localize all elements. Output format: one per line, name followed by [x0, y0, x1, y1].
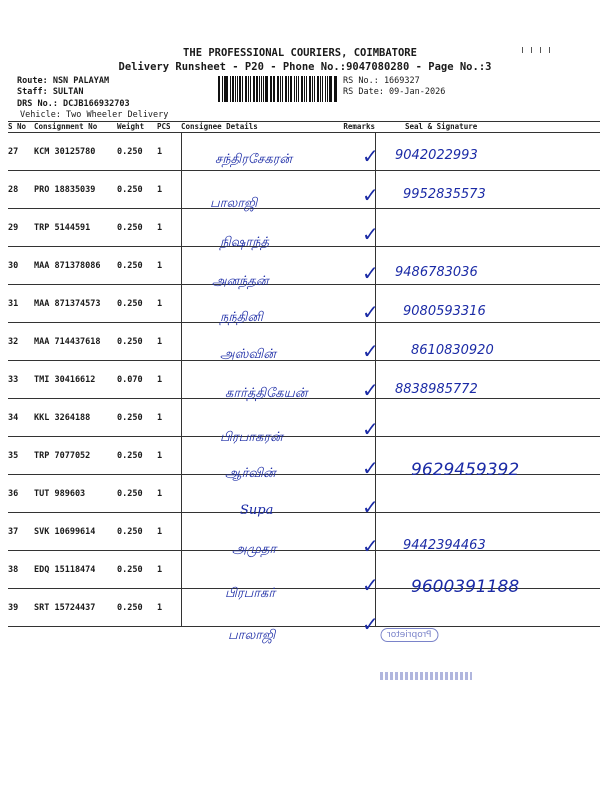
barcode-bar [334, 76, 335, 102]
row-consignment: PRO 18835039 [34, 171, 117, 209]
table-row [8, 133, 600, 171]
runsheet-subtitle: Delivery Runsheet - P20 - Phone No.:9047080280 - Page No.:3 [118, 61, 492, 73]
barcode-bar [335, 76, 337, 102]
recipient-phone-handwriting: 9629459392 [411, 460, 520, 480]
col-pcs: PCS [157, 122, 181, 133]
row-weight: 0.250 [117, 247, 157, 285]
delivery-tick-mark: ✓ [362, 495, 379, 519]
drs-label: DRS No.: DCJB166932703 [17, 99, 130, 109]
route-label: Route: NSN PALAYAM [17, 76, 110, 86]
barcode-bar [329, 76, 332, 102]
row-weight: 0.250 [117, 475, 157, 513]
consignee-handwriting: ஆர்வின் [225, 466, 276, 481]
barcode-bar [314, 76, 315, 102]
staff-label: Staff: SULTAN [17, 87, 84, 97]
col-signature: Seal & Signature [375, 122, 600, 133]
barcode-bar [253, 76, 255, 102]
barcode-bar [248, 76, 249, 102]
row-pcs: 1 [157, 589, 181, 627]
barcode-bar [263, 76, 264, 102]
consignee-handwriting: Supa [240, 503, 274, 518]
row-consignment: MAA 714437618 [34, 323, 117, 361]
row-pcs: 1 [157, 513, 181, 551]
table-row [8, 209, 600, 247]
barcode-bar [224, 76, 225, 102]
row-sno: 35 [8, 437, 34, 475]
consignee-handwriting: பாலாஜி [228, 628, 276, 643]
row-sno: 34 [8, 399, 34, 437]
recipient-phone-handwriting: 9442394463 [403, 538, 486, 553]
row-weight: 0.250 [117, 551, 157, 589]
row-consignment: EDQ 15118474 [34, 551, 117, 589]
barcode-bar [230, 76, 231, 102]
consignee-handwriting: பிரபாகரன் [220, 430, 283, 445]
row-signature-cell [375, 475, 600, 513]
barcode-bar [298, 76, 300, 102]
delivery-tick-mark: ✓ [362, 456, 379, 480]
col-consignee: Consignee Details [181, 122, 325, 133]
barcode [218, 76, 338, 102]
barcode-bar [250, 76, 251, 102]
recipient-phone-handwriting: 9080593316 [403, 304, 486, 319]
row-consignment: MAA 871374573 [34, 285, 117, 323]
row-consignment: TMI 30416612 [34, 361, 117, 399]
col-weight: Weight [117, 122, 157, 133]
barcode-bar [320, 76, 321, 102]
row-pcs: 1 [157, 361, 181, 399]
consignee-handwriting: நிஷாந்த் [220, 235, 269, 250]
recipient-phone-handwriting: 8610830920 [411, 343, 494, 358]
row-sno: 28 [8, 171, 34, 209]
barcode-bar [261, 76, 262, 102]
row-sno: 37 [8, 513, 34, 551]
barcode-bar [294, 76, 295, 102]
consignee-handwriting: கார்த்திகேயன் [225, 386, 308, 401]
barcode-bar [325, 76, 326, 102]
col-consignment: Consignment No [34, 122, 117, 133]
barcode-bar [225, 76, 228, 102]
recipient-phone-handwriting: 9952835573 [403, 187, 486, 202]
row-weight: 0.250 [117, 171, 157, 209]
barcode-bar [265, 76, 268, 102]
row-signature-cell [375, 399, 600, 437]
row-sno: 29 [8, 209, 34, 247]
row-pcs: 1 [157, 399, 181, 437]
barcode-bar [274, 76, 275, 102]
barcode-bar [232, 76, 234, 102]
row-sno: 27 [8, 133, 34, 171]
scan-dots [522, 47, 552, 53]
consignee-handwriting: நந்தினி [220, 310, 263, 325]
row-sno: 38 [8, 551, 34, 589]
row-weight: 0.250 [117, 513, 157, 551]
proprietor-stamp: Proprietor [380, 628, 438, 642]
row-signature-cell [375, 209, 600, 247]
row-pcs: 1 [157, 171, 181, 209]
barcode-bar [235, 76, 236, 102]
row-sno: 39 [8, 589, 34, 627]
consignee-handwriting: அஸ்வின் [220, 347, 276, 362]
barcode-bar [296, 76, 297, 102]
consignee-handwriting: அனந்தன் [212, 274, 269, 289]
delivery-tick-mark: ✓ [362, 573, 379, 597]
row-sno: 31 [8, 285, 34, 323]
barcode-bar [280, 76, 281, 102]
row-pcs: 1 [157, 285, 181, 323]
row-consignment: SVK 10699614 [34, 513, 117, 551]
row-weight: 0.250 [117, 285, 157, 323]
row-weight: 0.070 [117, 361, 157, 399]
row-pcs: 1 [157, 475, 181, 513]
barcode-bar [259, 76, 260, 102]
barcode-bar [282, 76, 283, 102]
row-sno: 30 [8, 247, 34, 285]
barcode-bar [270, 76, 272, 102]
barcode-bar [288, 76, 289, 102]
row-consignment: MAA 871378086 [34, 247, 117, 285]
consignee-handwriting: பிரபாகர் [225, 586, 276, 601]
table-row [8, 247, 600, 285]
barcode-bar [218, 76, 220, 102]
delivery-tick-mark: ✓ [362, 222, 379, 246]
recipient-phone-handwriting: 9600391188 [411, 577, 520, 597]
delivery-tick-mark: ✓ [362, 144, 379, 168]
row-consignment: TRP 7077052 [34, 437, 117, 475]
col-remarks: Remarks [325, 122, 375, 133]
rs-date: RS Date: 09-Jan-2026 [343, 87, 446, 97]
delivery-tick-mark: ✓ [362, 378, 379, 402]
table-row [8, 285, 600, 323]
barcode-bar [256, 76, 258, 102]
row-weight: 0.250 [117, 209, 157, 247]
barcode-bar [290, 76, 292, 102]
row-pcs: 1 [157, 247, 181, 285]
barcode-bar [245, 76, 248, 102]
table-row [8, 323, 600, 361]
recipient-phone-handwriting: 9486783036 [395, 265, 478, 280]
col-sno: S No [8, 122, 34, 133]
barcode-bar [237, 76, 238, 102]
recipient-phone-handwriting: 8838985772 [395, 382, 478, 397]
row-consignment: KCM 30125780 [34, 133, 117, 171]
consignee-handwriting: அமுதா [232, 542, 277, 557]
barcode-bar [304, 76, 305, 102]
barcode-bar [309, 76, 312, 102]
rs-number: RS No.: 1669327 [343, 76, 420, 86]
runsheet-table [8, 121, 600, 627]
barcode-bar [239, 76, 241, 102]
row-consignment: KKL 3264188 [34, 399, 117, 437]
row-sno: 36 [8, 475, 34, 513]
delivery-tick-mark: ✓ [362, 417, 379, 441]
row-weight: 0.250 [117, 437, 157, 475]
barcode-bar [312, 76, 313, 102]
barcode-bar [322, 76, 324, 102]
vehicle-label: Vehicle: Two Wheeler Delivery [20, 110, 169, 120]
delivery-tick-mark: ✓ [362, 339, 379, 363]
barcode-bar [273, 76, 274, 102]
barcode-bar [277, 76, 279, 102]
delivery-tick-mark: ✓ [362, 300, 379, 324]
delivery-tick-mark: ✓ [362, 183, 379, 207]
table-row [8, 475, 600, 513]
row-pcs: 1 [157, 437, 181, 475]
table-row [8, 513, 600, 551]
row-sno: 32 [8, 323, 34, 361]
delivery-tick-mark: ✓ [362, 534, 379, 558]
table-row [8, 399, 600, 437]
row-pcs: 1 [157, 133, 181, 171]
barcode-bar [317, 76, 319, 102]
barcode-bar [301, 76, 303, 102]
consignee-handwriting: பாலாஜி [210, 196, 258, 211]
recipient-phone-handwriting: 9042022993 [395, 148, 478, 163]
barcode-bar [327, 76, 328, 102]
row-pcs: 1 [157, 551, 181, 589]
row-weight: 0.250 [117, 399, 157, 437]
consignee-handwriting: சந்திரசேகரன் [215, 152, 292, 167]
faded-stamp-mark [380, 672, 472, 680]
barcode-bar [306, 76, 307, 102]
row-pcs: 1 [157, 209, 181, 247]
row-weight: 0.250 [117, 323, 157, 361]
table-header-row [8, 122, 600, 133]
delivery-tick-mark: ✓ [362, 612, 379, 636]
row-consignment: TUT 989603 [34, 475, 117, 513]
row-weight: 0.250 [117, 589, 157, 627]
company-title: THE PROFESSIONAL COURIERS, COIMBATORE [183, 47, 417, 59]
row-consignment: TRP 5144591 [34, 209, 117, 247]
row-sno: 33 [8, 361, 34, 399]
delivery-tick-mark: ✓ [362, 261, 379, 285]
barcode-bar [222, 76, 223, 102]
barcode-bar [285, 76, 288, 102]
row-pcs: 1 [157, 323, 181, 361]
barcode-bar [242, 76, 243, 102]
row-weight: 0.250 [117, 133, 157, 171]
row-consignment: SRT 15724437 [34, 589, 117, 627]
table-row [8, 171, 600, 209]
